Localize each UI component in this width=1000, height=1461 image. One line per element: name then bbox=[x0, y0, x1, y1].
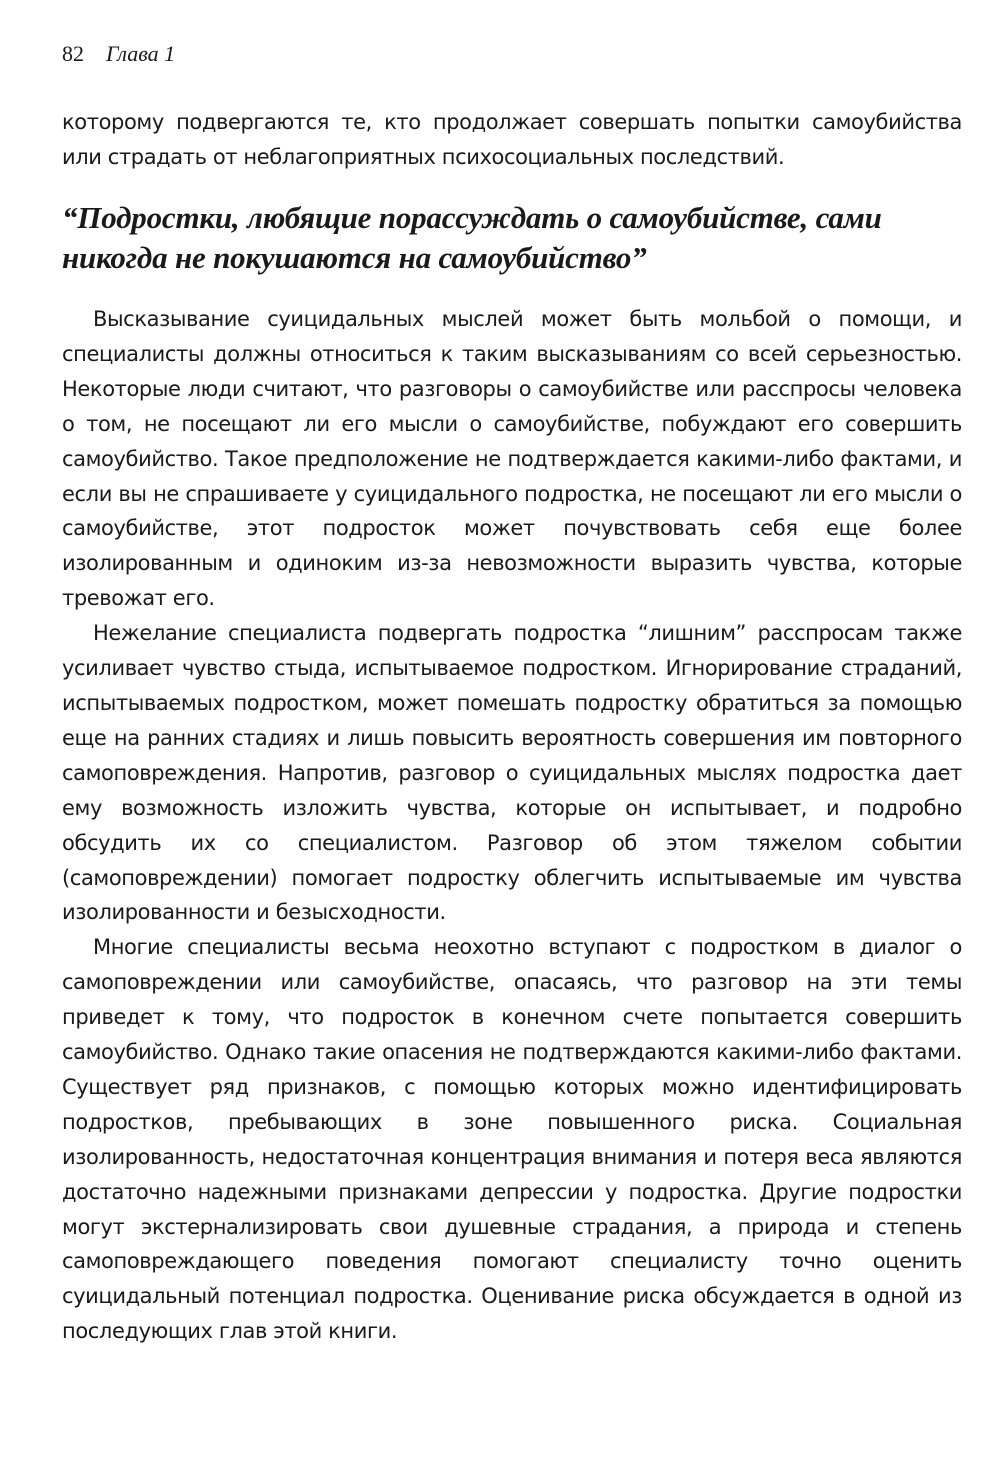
continuation-block bbox=[62, 105, 962, 175]
chapter-title: Глава 1 bbox=[106, 41, 176, 66]
section-body bbox=[62, 302, 962, 1349]
page-number: 82 bbox=[62, 41, 84, 66]
section-heading: “Подростки, любящие порассуждать о самоубийстве, сами никогда не покушаются на самоубийство” bbox=[62, 200, 882, 275]
body-paragraph: Высказывание суицидальных мыслей может быть мольбой о помощи, и специалисты должны относиться к таким высказываниям со всей серьезностью. Некоторые люди считают, что разговоры о самоубийстве или расспросы человека о том, не посещают ли его мысли о самоубийстве, побуждают его совершить самоубийство. Такое предположение не подтверждается какими-либо фактами, и если вы не спрашиваете у суицидального подростка, не посещают ли его мысли о самоубийстве, этот подросток может почувствовать себя еще более изолированным и одиноким из-за невозможности выразить чувства, которые тревожат его. bbox=[62, 307, 962, 611]
running-head bbox=[62, 40, 175, 68]
body-paragraph: Многие специалисты весьма неохотно вступают с подростком в диалог о самоповреждении или самоубийстве, опасаясь, что разговор на эти темы приведет к тому, что подросток в конечном счете попытается совершить самоубийство. Однако такие опасения не подтверждаются какими-либо фактами. Существует ряд признаков, с помощью которых можно идентифицировать подростков, пребывающих в зоне повышенного риска. Социальная изолированность, недостаточная концентрация внимания и потеря веса являются достаточно надежными признаками депрессии у подростка. Другие подростки могут экстернализировать свои душевные страдания, а природа и степень самоповреждающего поведения помогают специалисту точно оценить суицидальный потенциал подростка. Оценивание риска обсуждается в одной из последующих глав этой книги. bbox=[62, 935, 962, 1344]
continuation-paragraph: которому подвергаются те, кто продолжает совершать попытки самоубийства или страдать от неблагоприятных психосоциальных последствий. bbox=[62, 110, 962, 169]
body-paragraph: Нежелание специалиста подвергать подростка “лишним” расспросам также усиливает чувство стыда, испытываемое подростком. Игнорирование страданий, испытываемых подростком, может помешать подростку обратиться за помощью еще на ранних стадиях и лишь повысить вероятность совершения им повторного самоповреждения. Напротив, разговор о суицидальных мыслях подростка дает ему возможность изложить чувства, которые он испытывает, и подробно обсудить их со специалистом. Разговор об этом тяжелом событии (самоповреждении) помогает подростку облегчить испытываемые им чувства изолированности и безысходности. bbox=[62, 621, 962, 925]
